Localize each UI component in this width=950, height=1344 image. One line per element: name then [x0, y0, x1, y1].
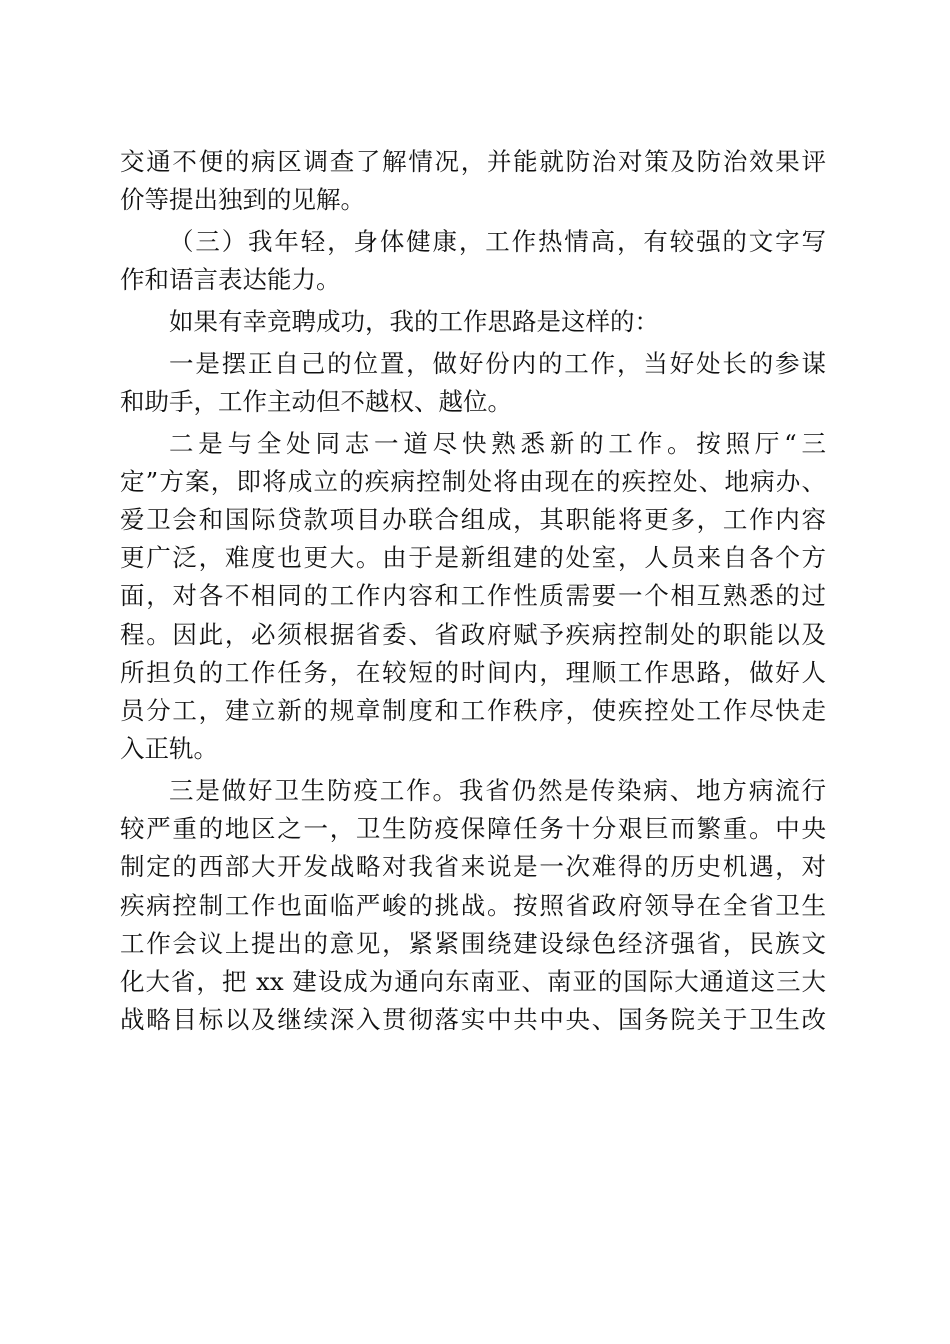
text-line: 疾病控制工作也面临严峻的挑战。按照省政府领导在全省卫生: [120, 890, 826, 920]
text-line: 化大省，把 xx 建设成为通向东南亚、南亚的国际大通道这三大: [120, 966, 826, 996]
paragraph-third-idea: [120, 772, 826, 1039]
text-line: 三是做好卫生防疫工作。我省仍然是传染病、地方病流行: [169, 775, 826, 805]
paragraph-point-three: [120, 223, 826, 299]
text-line: 作和语言表达能力。: [120, 265, 341, 295]
text-line: 定”方案，即将成立的疾病控制处将由现在的疾控处、地病办、: [120, 466, 826, 496]
text-line: 一是摆正自己的位置，做好份内的工作，当好处长的参谋: [169, 348, 826, 378]
text-line: 战略目标以及继续深入贯彻落实中共中央、国务院关于卫生改: [120, 1005, 826, 1035]
text-line: 较严重的地区之一，卫生防疫保障任务十分艰巨而繁重。中央: [120, 814, 826, 844]
text-line: 工作会议上提出的意见，紧紧围绕建设绿色经济强省，民族文: [120, 928, 826, 958]
text-line: 程。因此，必须根据省委、省政府赋予疾病控制处的职能以及: [120, 619, 826, 649]
paragraph-second-idea: [120, 425, 826, 769]
paragraph-continuation: [120, 143, 826, 219]
text-line: 所担负的工作任务，在较短的时间内，理顺工作思路，做好人: [120, 657, 826, 687]
text-line: 交通不便的病区调查了解情况，并能就防治对策及防治效果评: [120, 147, 826, 176]
paragraph-intro-ideas: [120, 303, 826, 341]
text-line: 价等提出独到的见解。: [120, 185, 365, 215]
document-body: [120, 143, 826, 1039]
text-line: 制定的西部大开发战略对我省来说是一次难得的历史机遇，对: [120, 852, 826, 882]
text-line: 爱卫会和国际贷款项目办联合组成，其职能将更多，工作内容: [120, 505, 826, 535]
text-line: 如果有幸竞聘成功，我的工作思路是这样的：: [169, 306, 659, 336]
text-line: （三）我年轻，身体健康，工作热情高，有较强的文字写: [169, 226, 826, 256]
text-line: 二是与全处同志一道尽快熟悉新的工作。按照厅“三: [169, 428, 826, 458]
text-line: 面，对各不相同的工作内容和工作性质需要一个相互熟悉的过: [120, 581, 826, 611]
text-line: 和助手，工作主动但不越权、越位。: [120, 386, 512, 416]
text-line: 员分工，建立新的规章制度和工作秩序，使疾控处工作尽快走: [120, 696, 826, 725]
text-line: 更广泛，难度也更大。由于是新组建的处室，人员来自各个方: [120, 543, 826, 573]
text-line: 入正轨。: [120, 734, 218, 764]
paragraph-first-idea: [120, 345, 826, 421]
